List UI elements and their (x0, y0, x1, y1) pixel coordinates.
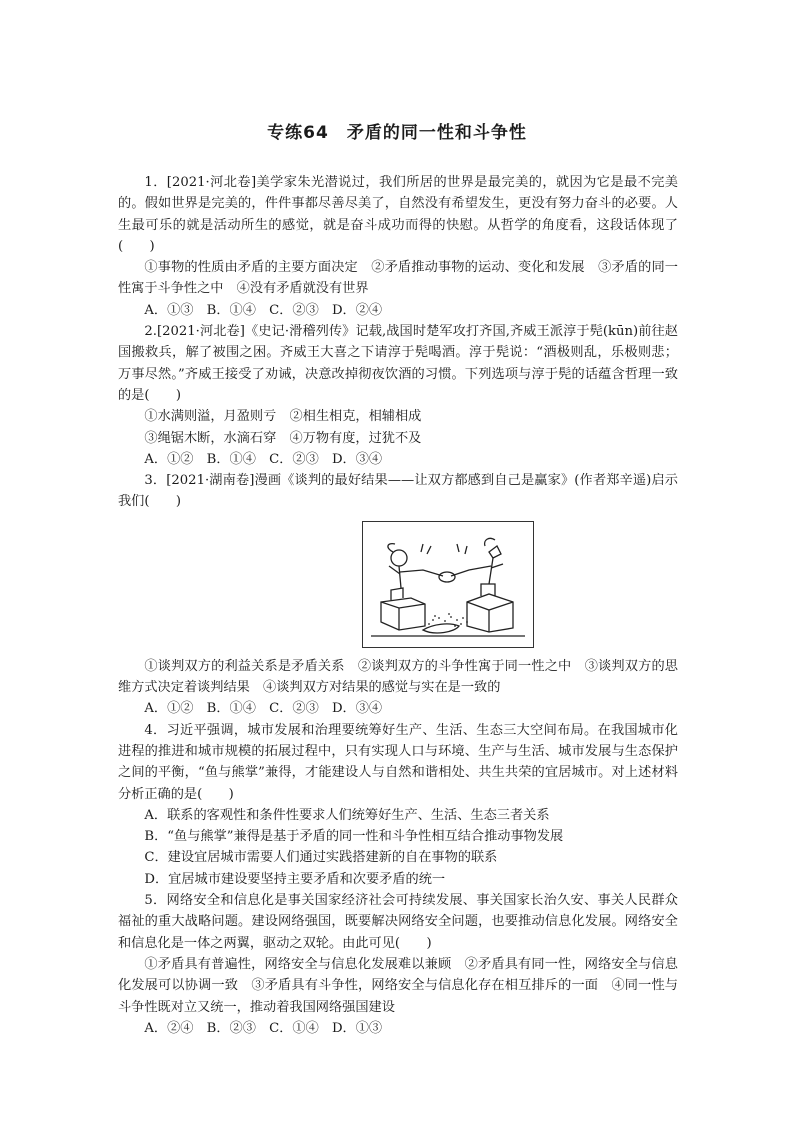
question-3-choices: A．①② B．①④ C．②③ D．③④ (144, 701, 383, 717)
question-list (118, 172, 678, 1039)
question-2-option-line-2: ③绳锯木断，水滴石穿 ④万物有度，过犹不及 (144, 430, 422, 446)
cartoon-illustration (362, 521, 534, 648)
question-1-stem: 1．[2021·河北卷]美学家朱光潜说过，我们所居的世界是最完美的，就因为它是最不完美的。假如世界是完美的，件件事都尽善尽美了，自然没有希望发生，更没有努力奋斗的必要。人生最可乐的就是活动所生的感觉，就是奋斗成功而得的快慰。从哲学的角度看，这段话体现了( ) (118, 175, 678, 254)
question-3-stem: 3．[2021·湖南卷]漫画《谈判的最好结果——让双方都感到自己是赢家》(作者郑辛遥)启示我们( ) (118, 473, 678, 510)
question-1-options: ①事物的性质由矛盾的主要方面决定 ②矛盾推动事物的运动、变化和发展 ③矛盾的同一性寓于斗争性之中 ④没有矛盾就没有世界 (118, 260, 678, 297)
question-1-choices: A．①③ B．①④ C．②③ D．②④ (144, 302, 383, 318)
question-5-stem: 5．网络安全和信息化是事关国家经济社会可持续发展、事关国家长治久安、事关人民群众福祉的重大战略问题。建设网络强国，既要解决网络安全问题，也要推动信息化发展。网络安全和信息化是一体之两翼，驱动之双轮。由此可见( ) (118, 893, 678, 951)
handshake-cartoon-image (363, 522, 533, 647)
question-2-stem: 2.[2021·河北卷]《史记·滑稽列传》记载,战国时楚军攻打齐国,齐威王派淳于髡(kūn)前往赵国搬救兵，解了被围之困。齐威王大喜之下请淳于髡喝酒。淳于髡说：“酒极则乱，乐极则悲；万事尽然。”齐威王接受了劝诫，决意改掉彻夜饮酒的习惯。下列选项与淳于髡的话蕴含哲理一致的是( ) (118, 324, 678, 403)
question-4-option-c: C．建设宜居城市需要人们通过实践搭建新的自在事物的联系 (144, 850, 498, 866)
question-2-choices: A．①② B．①④ C．②③ D．③④ (144, 451, 383, 467)
question-4-option-b: B．“鱼与熊掌”兼得是基于矛盾的同一性和斗争性相互结合推动事物发展 (144, 829, 564, 845)
page-title: 专练64 矛盾的同一性和斗争性 (267, 123, 527, 143)
question-4-option-d: D．宜居城市建设要坚持主要矛盾和次要矛盾的统一 (144, 871, 446, 887)
question-4-option-a: A．联系的客观性和条件性要求人们统筹好生产、生活、生态三者关系 (144, 807, 550, 823)
question-5-choices: A．②④ B．②③ C．①④ D．①③ (144, 1020, 383, 1036)
question-4-stem: 4．习近平强调，城市发展和治理要统筹好生产、生活、生态三大空间布局。在我国城市化进程的推进和城市规模的拓展过程中，只有实现人口与环境、生产与生活、城市发展与生态保护之间的平衡，“鱼与熊掌”兼得，才能建设人与自然和谐相处、共生共荣的宜居城市。对上述材料分析正确的是( ) (118, 722, 678, 802)
question-2-option-line-1: ①水满则溢，月盈则亏 ②相生相克，相辅相成 (144, 409, 422, 425)
question-5-options: ①矛盾具有普遍性，网络安全与信息化发展难以兼顾 ②矛盾具有同一性，网络安全与信息化发展可以协调一致 ③矛盾具有斗争性，网络安全与信息化存在相互排斥的一面 ④同一性与斗争性既对立又统一，推动着我国网络强国建设 (118, 956, 678, 1015)
question-3-options: ①谈判双方的利益关系是矛盾关系 ②谈判双方的斗争性寓于同一性之中 ③谈判双方的思维方式决定着谈判结果 ④谈判双方对结果的感觉与实在是一致的 (118, 658, 678, 696)
